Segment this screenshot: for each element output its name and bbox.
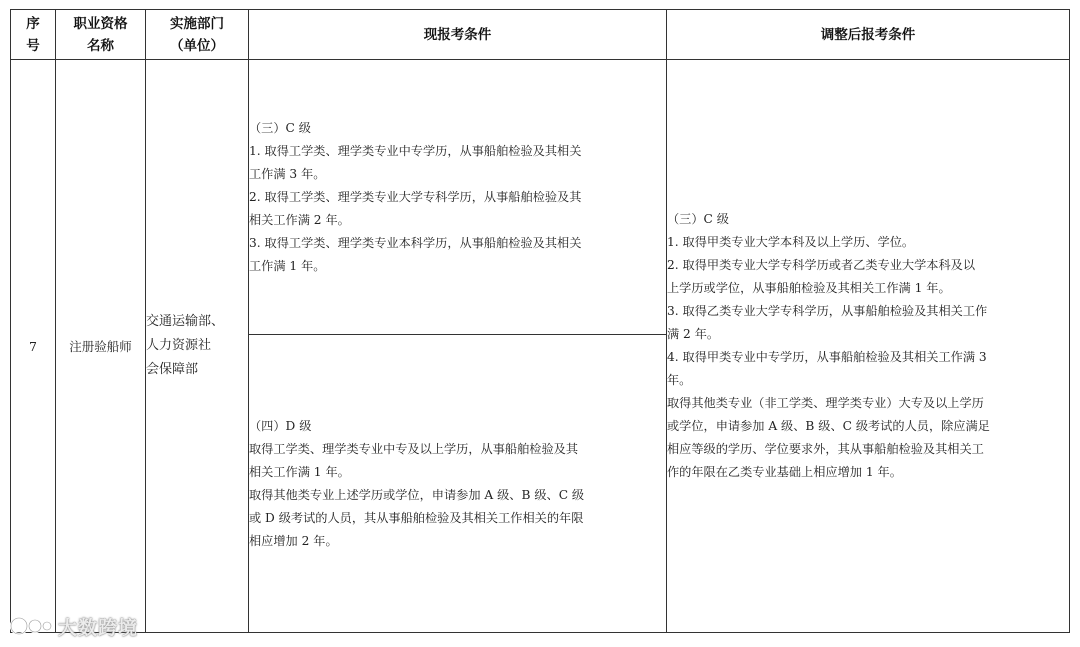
watermark-text: 大数跨境	[58, 616, 139, 639]
adjusted-line: 相应等级的学历、学位要求外，其从事船舶检验及其相关工	[667, 442, 984, 456]
current-d-line: 相应增加 2 年。	[249, 533, 338, 548]
current-c-line: 工作满 3 年。	[249, 166, 326, 181]
qualification-table	[10, 9, 1070, 633]
header-dept-line1: 实施部门	[170, 15, 224, 32]
header-adjusted-conditions: 调整后报考条件	[667, 10, 1070, 60]
current-d-line: 取得其他类专业上述学历或学位，申请参加 A 级、B 级、C 级	[249, 487, 585, 502]
row-dept-line: 交通运输部、	[146, 314, 225, 329]
header-seq-line2: 号	[26, 37, 40, 54]
watermark	[10, 612, 138, 640]
header-title-line1: 职业资格	[73, 15, 128, 32]
header-dept	[146, 10, 249, 60]
adjusted-cell	[667, 60, 1070, 633]
adjusted-line: 满 2 年。	[667, 327, 720, 341]
row-seq: 7	[11, 60, 56, 633]
header-title	[56, 10, 146, 60]
adjusted-line: 取得其他类专业（非工学类、理学类专业）大专及以上学历	[667, 396, 984, 410]
adjusted-line: 3. 取得乙类专业大学专科学历，从事船舶检验及其相关工作	[667, 304, 988, 318]
header-seq	[11, 10, 56, 60]
current-c-line: 2. 取得工学类、理学类专业大学专科学历，从事船舶检验及其	[249, 189, 582, 204]
adjusted-line: 上学历或学位，从事船舶检验及其相关工作满 1 年。	[667, 281, 951, 295]
watermark-logo-icon	[10, 615, 54, 637]
row-title: 注册验船师	[56, 60, 146, 633]
adjusted-line: 1. 取得甲类专业大学本科及以上学历、学位。	[667, 235, 915, 249]
current-d-line: 或 D 级考试的人员，其从事船舶检验及其相关工作相关的年限	[249, 510, 584, 525]
row-dept	[146, 60, 249, 633]
current-c-cell	[249, 60, 667, 335]
current-c-line: 3. 取得工学类、理学类专业本科学历，从事船舶检验及其相关	[249, 235, 582, 250]
current-d-line: （四）D 级	[249, 418, 312, 433]
adjusted-line: 作的年限在乙类专业基础上相应增加 1 年。	[667, 465, 902, 479]
header-dept-line2: （单位）	[170, 37, 224, 54]
adjusted-line: 2. 取得甲类专业大学专科学历或者乙类专业大学本科及以	[667, 258, 976, 272]
header-current-conditions: 现报考条件	[249, 10, 667, 60]
adjusted-line: 年。	[667, 373, 692, 387]
adjusted-line: 4. 取得甲类专业中专学历，从事船舶检验及其相关工作满 3	[667, 350, 987, 364]
row-dept-line: 会保障部	[146, 362, 199, 377]
header-seq-line1: 序	[26, 15, 40, 32]
current-c-line: 相关工作满 2 年。	[249, 212, 350, 227]
current-d-line: 相关工作满 1 年。	[249, 464, 350, 479]
table-row	[11, 60, 1070, 335]
adjusted-line: （三）C 级	[667, 212, 729, 226]
current-c-line: 1. 取得工学类、理学类专业中专学历，从事船舶检验及其相关	[249, 143, 582, 158]
current-d-cell	[249, 335, 667, 633]
row-dept-line: 人力资源社	[146, 338, 212, 353]
current-c-line: （三）C 级	[249, 120, 311, 135]
current-d-line: 取得工学类、理学类专业中专及以上学历，从事船舶检验及其	[249, 441, 579, 456]
current-c-line: 工作满 1 年。	[249, 258, 326, 273]
header-title-line2: 名称	[87, 37, 114, 54]
header-row	[11, 10, 1070, 60]
adjusted-line: 或学位，申请参加 A 级、B 级、C 级考试的人员，除应满足	[667, 419, 990, 433]
